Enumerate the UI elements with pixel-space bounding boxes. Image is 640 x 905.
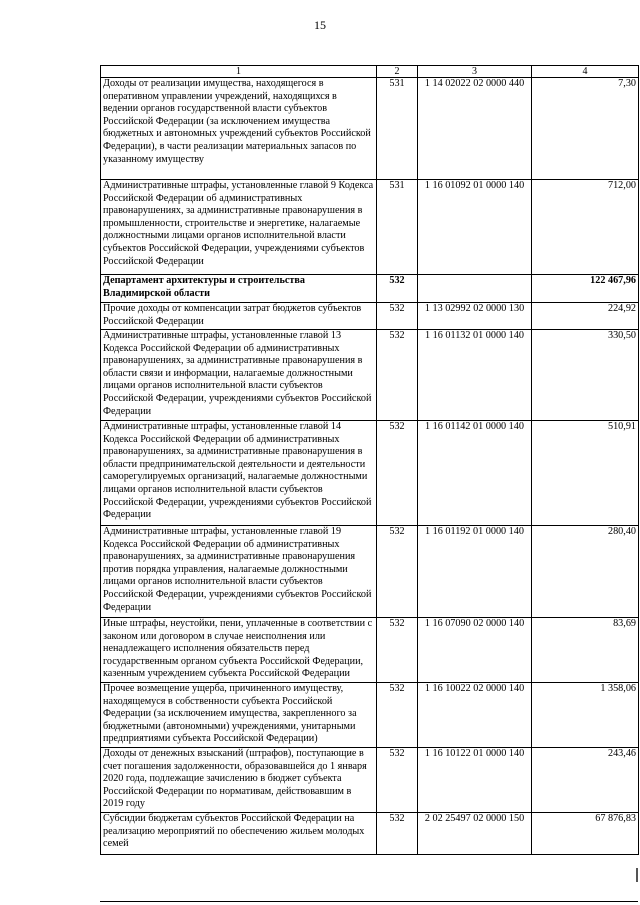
department-name: Департамент архитектуры и строительства Владимирской области bbox=[101, 275, 377, 303]
admin-code: 532 bbox=[377, 526, 418, 618]
budget-classification-code: 2 02 25497 02 0000 150 bbox=[418, 813, 532, 855]
amount: 280,40 bbox=[532, 526, 639, 618]
table-row bbox=[101, 526, 639, 618]
budget-classification-code: 1 14 02022 02 0000 440 bbox=[418, 78, 532, 180]
admin-code: 532 bbox=[377, 748, 418, 813]
revenue-name: Административные штрафы, установленные главой 13 Кодекса Российской Федерации об административных правонарушениях, за административные правонарушения в области связи и информации, налагаемые должностными лицами органов исполнительной власти субъектов Российской Федерации, учреждениями субъектов Российской Федерации bbox=[101, 330, 377, 421]
revenue-name: Прочее возмещение ущерба, причиненного имуществу, находящемуся в собственности субъекта Российской Федерации (за исключением имущества, закрепленного за бюджетными (автономными) учреждениями, унитарными предприятиями субъекта Российской Федерации) bbox=[101, 683, 377, 748]
table-row bbox=[101, 683, 639, 748]
budget-classification-code: 1 16 01132 01 0000 140 bbox=[418, 330, 532, 421]
table-row bbox=[101, 330, 639, 421]
amount: 224,92 bbox=[532, 303, 639, 330]
revenue-name: Административные штрафы, установленные главой 19 Кодекса Российской Федерации об административных правонарушениях, за административные правонарушения против порядка управления, налагаемые должностными лицами органов исполнительной власти субъектов Российской Федерации, учреждениями субъектов Российской Федерации bbox=[101, 526, 377, 618]
revenue-name: Иные штрафы, неустойки, пени, уплаченные в соответствии с законом или договором в случае неисполнения или ненадлежащего исполнения обязательств перед государственным органом субъекта Российской Федерации, казенным учреждением субъекта Российской Федерации bbox=[101, 618, 377, 683]
amount: 83,69 bbox=[532, 618, 639, 683]
amount: 712,00 bbox=[532, 180, 639, 275]
table-row bbox=[101, 813, 639, 855]
scan-edge-mark bbox=[636, 868, 638, 882]
revenue-name: Прочие доходы от компенсации затрат бюджетов субъектов Российской Федерации bbox=[101, 303, 377, 330]
amount: 7,30 bbox=[532, 78, 639, 180]
header-col-4: 4 bbox=[532, 66, 639, 78]
header-col-2: 2 bbox=[377, 66, 418, 78]
admin-code: 532 bbox=[377, 303, 418, 330]
amount: 330,50 bbox=[532, 330, 639, 421]
admin-code: 532 bbox=[377, 683, 418, 748]
budget-classification-code: 1 13 02992 02 0000 130 bbox=[418, 303, 532, 330]
budget-classification-code: 1 16 07090 02 0000 140 bbox=[418, 618, 532, 683]
budget-classification-code: 1 16 10122 01 0000 140 bbox=[418, 748, 532, 813]
amount: 243,46 bbox=[532, 748, 639, 813]
revenue-name: Субсидии бюджетам субъектов Российской Федерации на реализацию мероприятий по обеспечению жильем молодых семей bbox=[101, 813, 377, 855]
admin-code: 532 bbox=[377, 330, 418, 421]
budget-classification-code: 1 16 01092 01 0000 140 bbox=[418, 180, 532, 275]
table-header-row bbox=[101, 66, 639, 78]
admin-code: 532 bbox=[377, 813, 418, 855]
page-number: 15 bbox=[314, 18, 326, 32]
revenue-name: Доходы от реализации имущества, находящегося в оперативном управлении учреждений, находящихся в ведении органов государственной власти субъектов Российской Федерации (за исключением имущества бюджетных и автономных учреждений субъектов Российской Федерации), в части реализации материальных запасов по указанному имуществу bbox=[101, 78, 377, 180]
admin-code: 532 bbox=[377, 618, 418, 683]
table-row bbox=[101, 618, 639, 683]
revenue-table bbox=[100, 65, 639, 855]
header-col-3: 3 bbox=[418, 66, 532, 78]
table-row bbox=[101, 303, 639, 330]
admin-code: 532 bbox=[377, 275, 418, 303]
amount: 122 467,96 bbox=[532, 275, 639, 303]
budget-classification-code: 1 16 01192 01 0000 140 bbox=[418, 526, 532, 618]
admin-code: 532 bbox=[377, 421, 418, 526]
table-row bbox=[101, 78, 639, 180]
table-row bbox=[101, 180, 639, 275]
admin-code: 531 bbox=[377, 78, 418, 180]
budget-classification-code: 1 16 01142 01 0000 140 bbox=[418, 421, 532, 526]
page-bottom-rule bbox=[100, 901, 638, 902]
budget-classification-code bbox=[418, 275, 532, 303]
amount: 510,91 bbox=[532, 421, 639, 526]
budget-classification-code: 1 16 10022 02 0000 140 bbox=[418, 683, 532, 748]
admin-code: 531 bbox=[377, 180, 418, 275]
table-row bbox=[101, 421, 639, 526]
header-col-1: 1 bbox=[101, 66, 377, 78]
table-row bbox=[101, 748, 639, 813]
table-row bbox=[101, 275, 639, 303]
revenue-name: Административные штрафы, установленные главой 9 Кодекса Российской Федерации об административных правонарушениях, за административные правонарушения в промышленности, строительстве и энергетике, налагаемые должностными лицами органов исполнительной власти субъектов Российской Федерации, учреждениями субъектов Российской Федерации bbox=[101, 180, 377, 275]
revenue-name: Административные штрафы, установленные главой 14 Кодекса Российской Федерации об административных правонарушениях, за административные правонарушения в области предпринимательской деятельности и деятельности саморегулируемых организаций, налагаемые должностными лицами органов исполнительной власти субъектов Российской Федерации, учреждениями субъектов Российской Федерации bbox=[101, 421, 377, 526]
amount: 67 876,83 bbox=[532, 813, 639, 855]
amount: 1 358,06 bbox=[532, 683, 639, 748]
revenue-name: Доходы от денежных взысканий (штрафов), поступающие в счет погашения задолженности, образовавшейся до 1 января 2020 года, подлежащие зачислению в бюджет субъекта Российской Федерации по нормативам, действовавшим в 2019 году bbox=[101, 748, 377, 813]
